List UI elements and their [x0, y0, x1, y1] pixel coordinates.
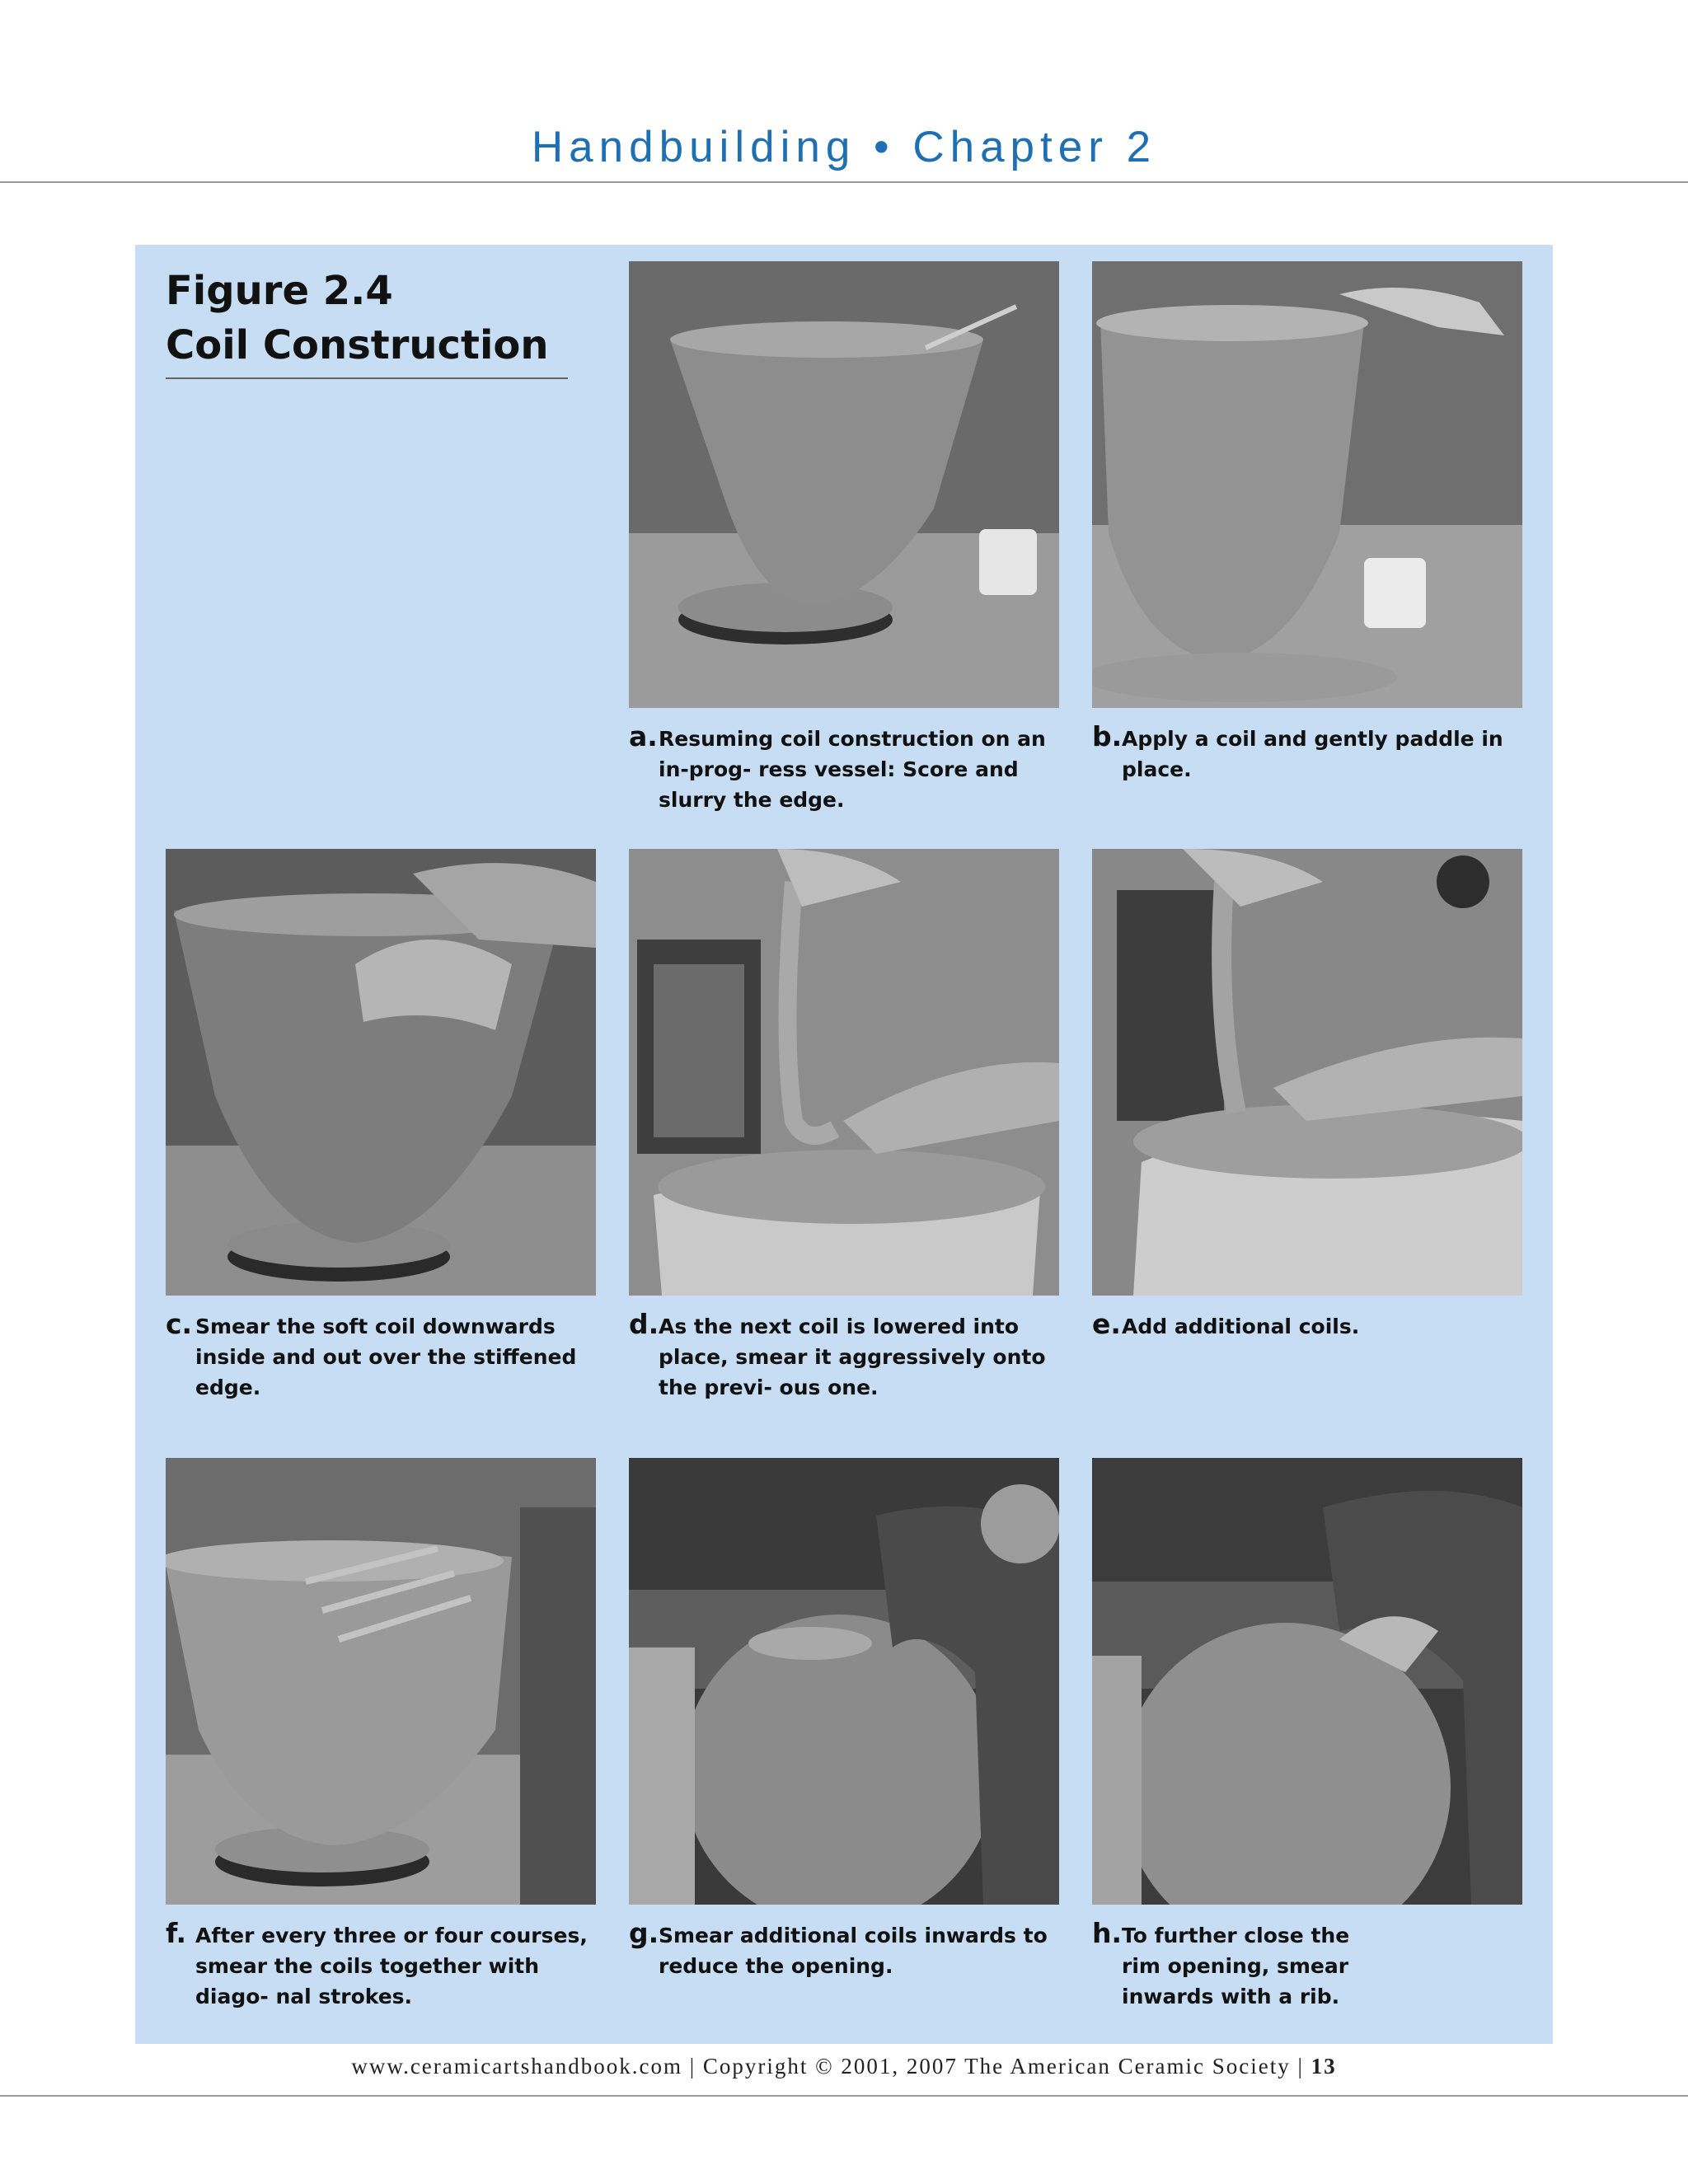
footer-rule — [0, 2095, 1688, 2097]
page-footer — [0, 2054, 1688, 2079]
photo-step-b — [1092, 261, 1522, 708]
caption-letter: h. — [1092, 1917, 1123, 1949]
caption-letter: a. — [629, 720, 658, 752]
running-head: Handbuilding • Chapter 2 — [531, 123, 1157, 171]
caption-text: Smear additional coils inwards to reduce the opening. — [659, 1924, 1048, 1978]
caption-letter: c. — [166, 1308, 193, 1340]
caption-letter: d. — [629, 1308, 659, 1340]
caption-text: After every three or four courses, smear the coils together with diago- nal strokes. — [195, 1924, 588, 2008]
caption-text: As the next coil is lowered into place, smear it aggressively onto the previ- ous one. — [659, 1315, 1046, 1399]
caption-text: To further close the rim opening, smear inwards with a rib. — [1122, 1924, 1350, 2008]
caption-step-g — [629, 1917, 1066, 1981]
caption-step-f — [166, 1917, 603, 2012]
photo-step-c — [166, 849, 596, 1296]
photo-step-e — [1092, 849, 1522, 1296]
photo-step-h — [1092, 1458, 1522, 1905]
caption-text: Apply a coil and gently paddle in place. — [1122, 727, 1503, 781]
figure-title-rule — [166, 377, 568, 379]
caption-text: Resuming coil construction on an in-prog- ress vessel: Score and slurry the edge. — [659, 727, 1046, 812]
caption-step-h — [1092, 1917, 1364, 2012]
figure-caption-title: Coil Construction — [166, 322, 549, 368]
caption-letter: f. — [166, 1917, 187, 1949]
caption-letter: e. — [1092, 1308, 1121, 1340]
photo-step-d — [629, 849, 1059, 1296]
photo-step-a — [629, 261, 1059, 708]
footer-copyright: www.ceramicartshandbook.com | Copyright © 2001, 2007 The American Ceramic Society | — [351, 2054, 1304, 2079]
photo-step-f — [166, 1458, 596, 1905]
caption-letter: g. — [629, 1917, 659, 1949]
figure-title — [166, 264, 570, 373]
header-rule — [0, 181, 1688, 183]
caption-step-b — [1092, 720, 1554, 785]
caption-letter: b. — [1092, 720, 1123, 752]
caption-step-c — [166, 1308, 603, 1403]
caption-step-a — [629, 720, 1066, 815]
page-number: 13 — [1311, 2054, 1337, 2079]
figure-number: Figure 2.4 — [166, 268, 393, 314]
caption-step-d — [629, 1308, 1066, 1403]
caption-text: Smear the soft coil downwards inside and out over the stiffened edge. — [195, 1315, 577, 1399]
photo-step-g — [629, 1458, 1059, 1905]
caption-step-e — [1092, 1308, 1529, 1342]
caption-text: Add additional coils. — [1122, 1315, 1360, 1338]
